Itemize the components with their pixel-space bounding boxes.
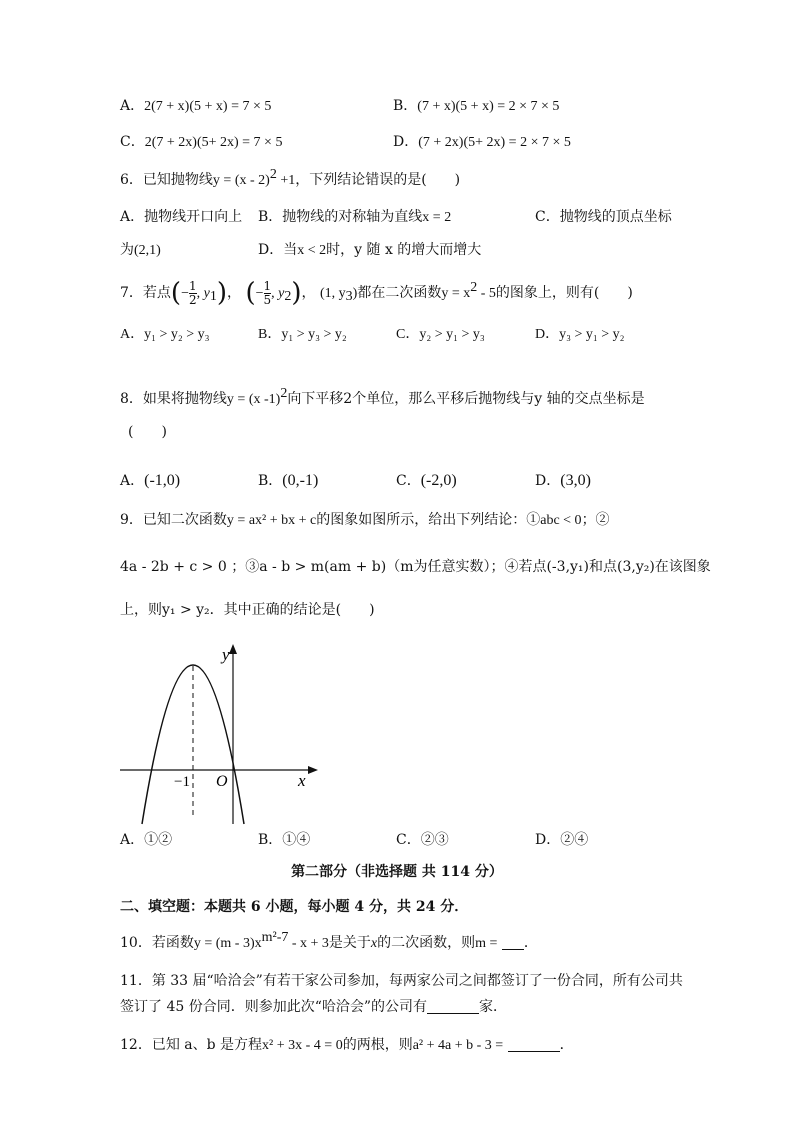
q6-option-c: C．抛物线的顶点坐标 bbox=[535, 209, 672, 225]
q12-answer-blank[interactable] bbox=[508, 1037, 560, 1052]
q5-option-a bbox=[120, 96, 271, 117]
q9-stem: 9．已知二次函数y = ax² + bx + c的图象如图所示，给出下列结论：①abc < 0；② bbox=[120, 512, 610, 528]
q11-line-2: 签订了 45 份合同．则参加此次“哈洽会”的公司有 家． bbox=[120, 999, 508, 1015]
q12-expression: a² + 4a + b - 3 = bbox=[412, 1038, 504, 1053]
q10-expr: y = (m - 3)x bbox=[193, 936, 262, 951]
q7-option-b: B．y₁ > y₃ > y₂ bbox=[258, 327, 347, 342]
q11-line-1: 11．第 33 届“哈洽会”有若干家公司参加，每两家公司之间都签订了一份合同，所有公司共 bbox=[120, 973, 683, 989]
q6-option-c-pre: 为 bbox=[120, 242, 134, 258]
q6-option-b bbox=[258, 207, 451, 228]
q10-number: 10． bbox=[120, 935, 152, 951]
q6-tail-expr: +1 bbox=[276, 173, 296, 188]
q12-number: 12． bbox=[120, 1037, 152, 1053]
q8-option-b: B．(0,-1) bbox=[258, 472, 319, 489]
q6-option-b-expr: x = 2 bbox=[422, 210, 452, 225]
x-axis-arrow bbox=[308, 766, 318, 774]
q6-pre: 已知抛物线 bbox=[142, 172, 213, 188]
q9-option-a: A．①② bbox=[120, 832, 173, 848]
q5-option-c bbox=[120, 132, 282, 153]
q6-option-c-expr: (2,1) bbox=[134, 243, 161, 258]
q8-option-c: C．(-2,0) bbox=[396, 472, 457, 489]
q7-mid: 都在二次函数 bbox=[357, 285, 442, 301]
tick-label-minus-one: −1 bbox=[174, 774, 190, 790]
q9-conclusion-1: abc < 0 bbox=[540, 513, 582, 528]
q7-point2-fraction: $\frac{1}{5}$ bbox=[263, 278, 272, 307]
q8-option-d: D．(3,0) bbox=[535, 472, 591, 489]
origin-label: O bbox=[216, 773, 228, 790]
y-axis-arrow bbox=[229, 644, 237, 654]
q7-option-d: D．y₃ > y₁ > y₂ bbox=[535, 327, 625, 342]
q8-answer-paren: ( ) bbox=[128, 424, 167, 440]
q7-option-a: A．y₁ > y₂ > y₃ bbox=[120, 327, 210, 342]
q8-pre: 如果将抛物线 bbox=[142, 391, 227, 407]
y-axis-label: y bbox=[222, 645, 230, 664]
q5-option-b-expr: (7 + x)(5 + x) = 2 × 7 × 5 bbox=[417, 99, 560, 114]
q5-option-b bbox=[393, 96, 559, 117]
x-axis-label: x bbox=[298, 771, 306, 790]
q6-stem bbox=[120, 167, 461, 191]
q7-stem: 7．若点(− $\frac{1}{2}$ , $y_1$)， (− $\frac{1}{5}$ , $y_2$)， (1, $y_3$)都在二次函数$y = x^2 - 5$的图象上，则有( ) bbox=[120, 278, 633, 308]
q6-option-c-continued bbox=[120, 240, 161, 261]
q8-number: 8． bbox=[120, 391, 143, 407]
q9-parabola-graph bbox=[118, 640, 318, 825]
q9-option-d: D．②④ bbox=[535, 832, 589, 848]
q9-option-c: C．②③ bbox=[396, 832, 449, 848]
q7-point1-fraction: $\frac{1}{2}$ bbox=[188, 278, 197, 307]
q6-post: ，下列结论错误的是( ) bbox=[295, 172, 461, 188]
q6-option-d-pre: D．当 bbox=[258, 242, 298, 258]
q5-option-d-letter: D． bbox=[393, 134, 419, 150]
q5-option-c-expr: 2(7 + 2x)(5+ 2x) = 7 × 5 bbox=[144, 135, 283, 150]
q5-option-b-letter: B． bbox=[393, 98, 418, 114]
q8-option-b-value: (0,-1) bbox=[282, 472, 319, 489]
q7-post: 的图象上，则有( ) bbox=[495, 285, 633, 301]
q6-expr: y = (x - 2) bbox=[212, 173, 270, 188]
q6-option-d-post: 时，y 随 x 的增大而增大 bbox=[326, 242, 482, 258]
q8-stem: 8．如果将抛物线y = (x -1)$^2$向下平移2个单位，那么平移后抛物线与y 轴的交点坐标是 bbox=[120, 386, 645, 407]
q7-number: 7． bbox=[120, 285, 143, 301]
q6-option-d bbox=[258, 240, 481, 261]
q10-stem: 10．若函数$y = (m - 3)x^{m^2-7} - x + 3$是关于x的二次函数，则m = ． bbox=[120, 930, 538, 951]
q6-option-b-text: B．抛物线的对称轴为直线 bbox=[258, 209, 423, 225]
q5-option-d bbox=[393, 132, 571, 153]
q8-option-a-value: (-1,0) bbox=[144, 472, 181, 489]
q12-stem: 12．已知 a、b 是方程x² + 3x - 4 = 0的两根，则a² + 4a + b - 3 = ． bbox=[120, 1037, 574, 1053]
q7-point3: (1, y bbox=[319, 286, 346, 301]
q7-pre: 若点 bbox=[142, 285, 171, 301]
q12-equation: x² + 3x - 4 = 0 bbox=[262, 1038, 343, 1053]
q9-option-b: B．①④ bbox=[258, 832, 311, 848]
q6-option-a: A．抛物线开口向上 bbox=[120, 209, 243, 225]
q5-option-a-expr: 2(7 + x)(5 + x) = 7 × 5 bbox=[144, 99, 272, 114]
q7-option-c: C．y₂ > y₁ > y₃ bbox=[396, 327, 485, 342]
section2-heading: 二、填空题：本题共 6 小题，每小题 4 分，共 24 分． bbox=[120, 899, 469, 915]
q10-answer-blank[interactable] bbox=[502, 935, 524, 950]
q7-expr: y = x bbox=[441, 286, 471, 301]
part2-title: 第二部分（非选择题 共 114 分） bbox=[291, 864, 503, 880]
q6-option-d-expr: x < 2 bbox=[297, 243, 327, 258]
q5-option-c-letter: C． bbox=[120, 134, 145, 150]
q8-option-d-value: (3,0) bbox=[560, 472, 591, 489]
q11-answer-blank[interactable] bbox=[427, 999, 479, 1014]
q6-number: 6． bbox=[120, 172, 143, 188]
q9-line-3: 上，则y₁ > y₂．其中正确的结论是( ) bbox=[120, 602, 375, 618]
q5-option-d-expr: (7 + 2x)(5+ 2x) = 2 × 7 × 5 bbox=[418, 135, 571, 150]
q9-expr: y = ax² + bx + c bbox=[226, 513, 317, 528]
q8-option-c-value: (-2,0) bbox=[420, 472, 457, 489]
q8-option-a: A．(-1,0) bbox=[120, 472, 181, 489]
q5-option-a-letter: A． bbox=[120, 98, 145, 114]
q6-exponent: 2 bbox=[269, 167, 277, 182]
q8-expr: y = (x -1) bbox=[226, 392, 281, 407]
q9-line-2: 4a - 2b + c > 0 ；③a - b > m(am + b)（m为任意实数）；④若点(-3,y₁)和点(3,y₂)在该图象 bbox=[120, 559, 711, 575]
q9-number: 9． bbox=[120, 512, 143, 528]
q8-post: 向下平移2个单位，那么平移后抛物线与y 轴的交点坐标是 bbox=[287, 391, 645, 407]
